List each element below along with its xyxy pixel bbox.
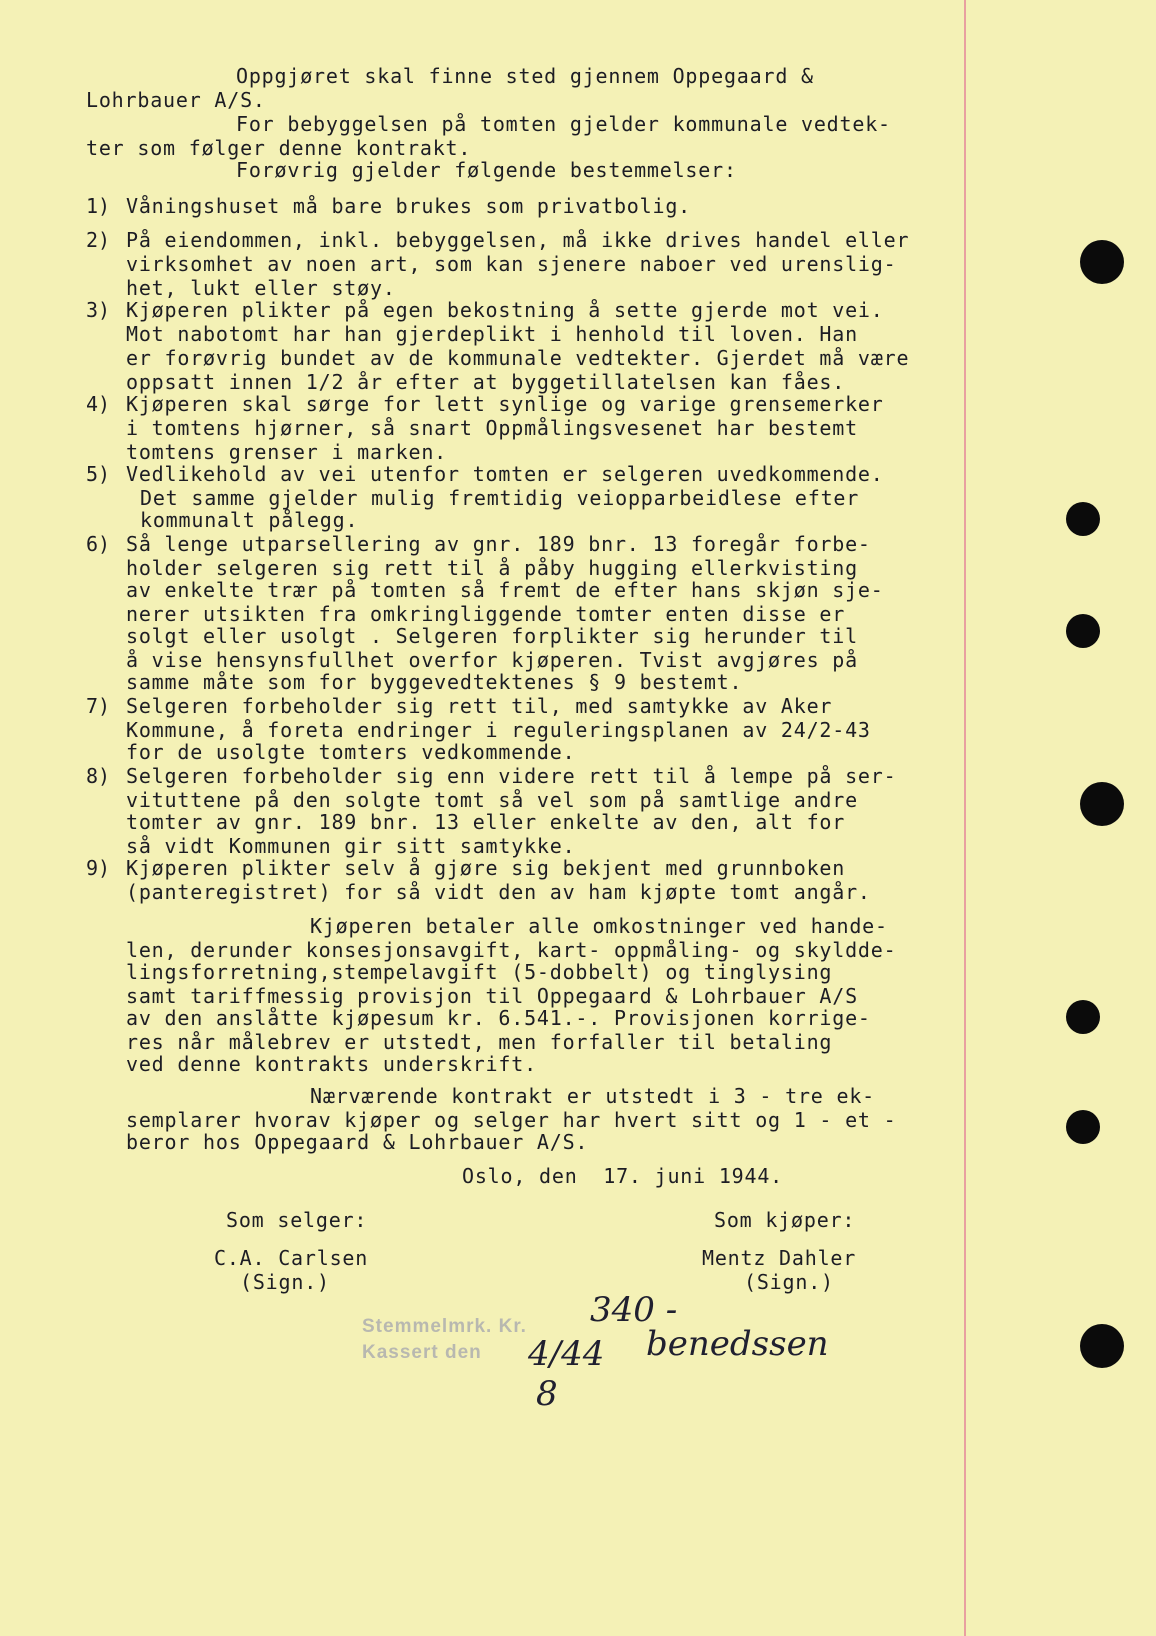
copies-line: beror hos Oppegaard & Lohrbauer A/S. [126,1130,589,1154]
document-date: Oslo, den 17. juni 1944. [462,1164,784,1188]
clause-line: På eiendommen, inkl. bebyggelsen, må ikke drives handel eller [126,228,910,252]
punch-hole [1066,1110,1100,1144]
clause-line: tomtens grenser i marken. [126,440,448,464]
clause-number: 4) [86,392,111,416]
clause-number: 6) [86,532,111,556]
copies-line: Nærværende kontrakt er utstedt i 3 - tre ek- [310,1084,876,1108]
costs-line: Kjøperen betaler alle omkostninger ved hande- [310,914,888,938]
buyer-title: Som kjøper: [714,1208,856,1232]
clause-line: Kjøperen plikter på egen bekostning å sette gjerde mot vei. [126,298,884,322]
clause-number: 7) [86,694,111,718]
buyer-name: Mentz Dahler [702,1246,857,1270]
clause-line: Selgeren forbeholder sig enn videre rett til å lempe på ser- [126,764,897,788]
clause-line: å vise hensynsfullhet overfor kjøperen. Tvist avgjøres på [126,648,858,672]
costs-line: samt tariffmessig provisjon til Oppegaard & Lohrbauer A/S [126,984,858,1008]
clause-line: Selgeren forbeholder sig rett til, med samtykke av Aker [126,694,833,718]
seller-title: Som selger: [226,1208,368,1232]
punch-hole [1066,502,1100,536]
clause-line: (panteregistret) for så vidt den av ham kjøpte tomt angår. [126,880,871,904]
clause-line: tomter av gnr. 189 bnr. 13 eller enkelte av den, alt for [126,810,846,834]
clause-line: oppsatt innen 1/2 år efter at byggetillatelsen kan fåes. [126,370,846,394]
clause-number: 5) [86,462,111,486]
intro-line: ter som følger denne kontrakt. [86,136,472,160]
clause-line: Vedlikehold av vei utenfor tomten er selgeren uvedkommende. [126,462,884,486]
punch-hole [1080,1324,1124,1368]
clause-line: samme måte som for byggevedtektenes § 9 bestemt. [126,670,743,694]
clause-line: i tomtens hjørner, så snart Oppmålingsvesenet har bestemt [126,416,858,440]
costs-line: ved denne kontrakts underskrift. [126,1052,537,1076]
clause-line: vituttene på den solgte tomt så vel som på samtlige andre [126,788,858,812]
buyer-sign: (Sign.) [744,1270,834,1294]
clause-line: av enkelte trær på tomten så fremt de efter hans skjøn sje- [126,578,884,602]
clause-line: Kommune, å foreta endringer i reguleringsplanen av 24/2-43 [126,718,871,742]
margin-rule [964,0,966,1636]
clause-line: het, lukt eller støy. [126,276,396,300]
handwritten-date-day: 8 [536,1374,558,1414]
clause-line: Det samme gjelder mulig fremtidig veiopparbeidlese efter [140,486,860,510]
punch-hole [1080,782,1124,826]
costs-line: len, derunder konsesjonsavgift, kart- oppmåling- og skyldde- [126,938,897,962]
clause-number: 2) [86,228,111,252]
intro-line: Lohrbauer A/S. [86,88,266,112]
clause-line: solgt eller usolgt . Selgeren forplikter sig herunder til [126,624,858,648]
clause-number: 9) [86,856,111,880]
clause-line: Så lenge utparsellering av gnr. 189 bnr. 13 foregår forbe- [126,532,871,556]
costs-line: lingsforretning,stempelavgift (5-dobbelt) og tinglysing [126,960,833,984]
punch-hole [1080,240,1124,284]
intro-line: For bebyggelsen på tomten gjelder kommunale vedtek- [236,112,891,136]
clause-number: 1) [86,194,111,218]
clause-line: kommunalt pålegg. [140,508,359,532]
stamp-line: Stemmelmrk. Kr. [362,1316,527,1337]
clause-line: Kjøperen skal sørge for lett synlige og varige grensemerker [126,392,884,416]
clause-line: Våningshuset må bare brukes som privatbolig. [126,194,692,218]
clause-line: er forøvrig bundet av de kommunale vedtekter. Gjerdet må være [126,346,910,370]
clause-number: 8) [86,764,111,788]
clause-line: holder selgeren sig rett til å påby hugging ellerkvisting [126,556,858,580]
punch-hole [1066,1000,1100,1034]
handwritten-date: 4/44 [528,1334,605,1374]
clause-line: Kjøperen plikter selv å gjøre sig bekjent med grunnboken [126,856,846,880]
handwritten-amount: 340 - [590,1290,678,1330]
handwritten-signature: benedssen [646,1324,829,1364]
clause-line: virksomhet av noen art, som kan sjenere naboer ved urenslig- [126,252,897,276]
costs-line: res når målebrev er utstedt, men forfaller til betaling [126,1030,833,1054]
clause-line: så vidt Kommunen gir sitt samtykke. [126,834,576,858]
copies-line: semplarer hvorav kjøper og selger har hvert sitt og 1 - et - [126,1108,897,1132]
clause-line: Mot nabotomt har han gjerdeplikt i henhold til loven. Han [126,322,858,346]
seller-name: C.A. Carlsen [214,1246,369,1270]
seller-sign: (Sign.) [240,1270,330,1294]
punch-hole [1066,614,1100,648]
clause-line: for de usolgte tomters vedkommende. [126,740,576,764]
stamp-line: Kassert den [362,1342,482,1363]
clause-line: nerer utsikten fra omkringliggende tomter enten disse er [126,602,846,626]
intro-line: Oppgjøret skal finne sted gjennem Oppegaard & [236,64,814,88]
intro-line: Forøvrig gjelder følgende bestemmelser: [236,158,737,182]
costs-line: av den anslåtte kjøpesum kr. 6.541.-. Provisjonen korrige- [126,1006,871,1030]
clause-number: 3) [86,298,111,322]
